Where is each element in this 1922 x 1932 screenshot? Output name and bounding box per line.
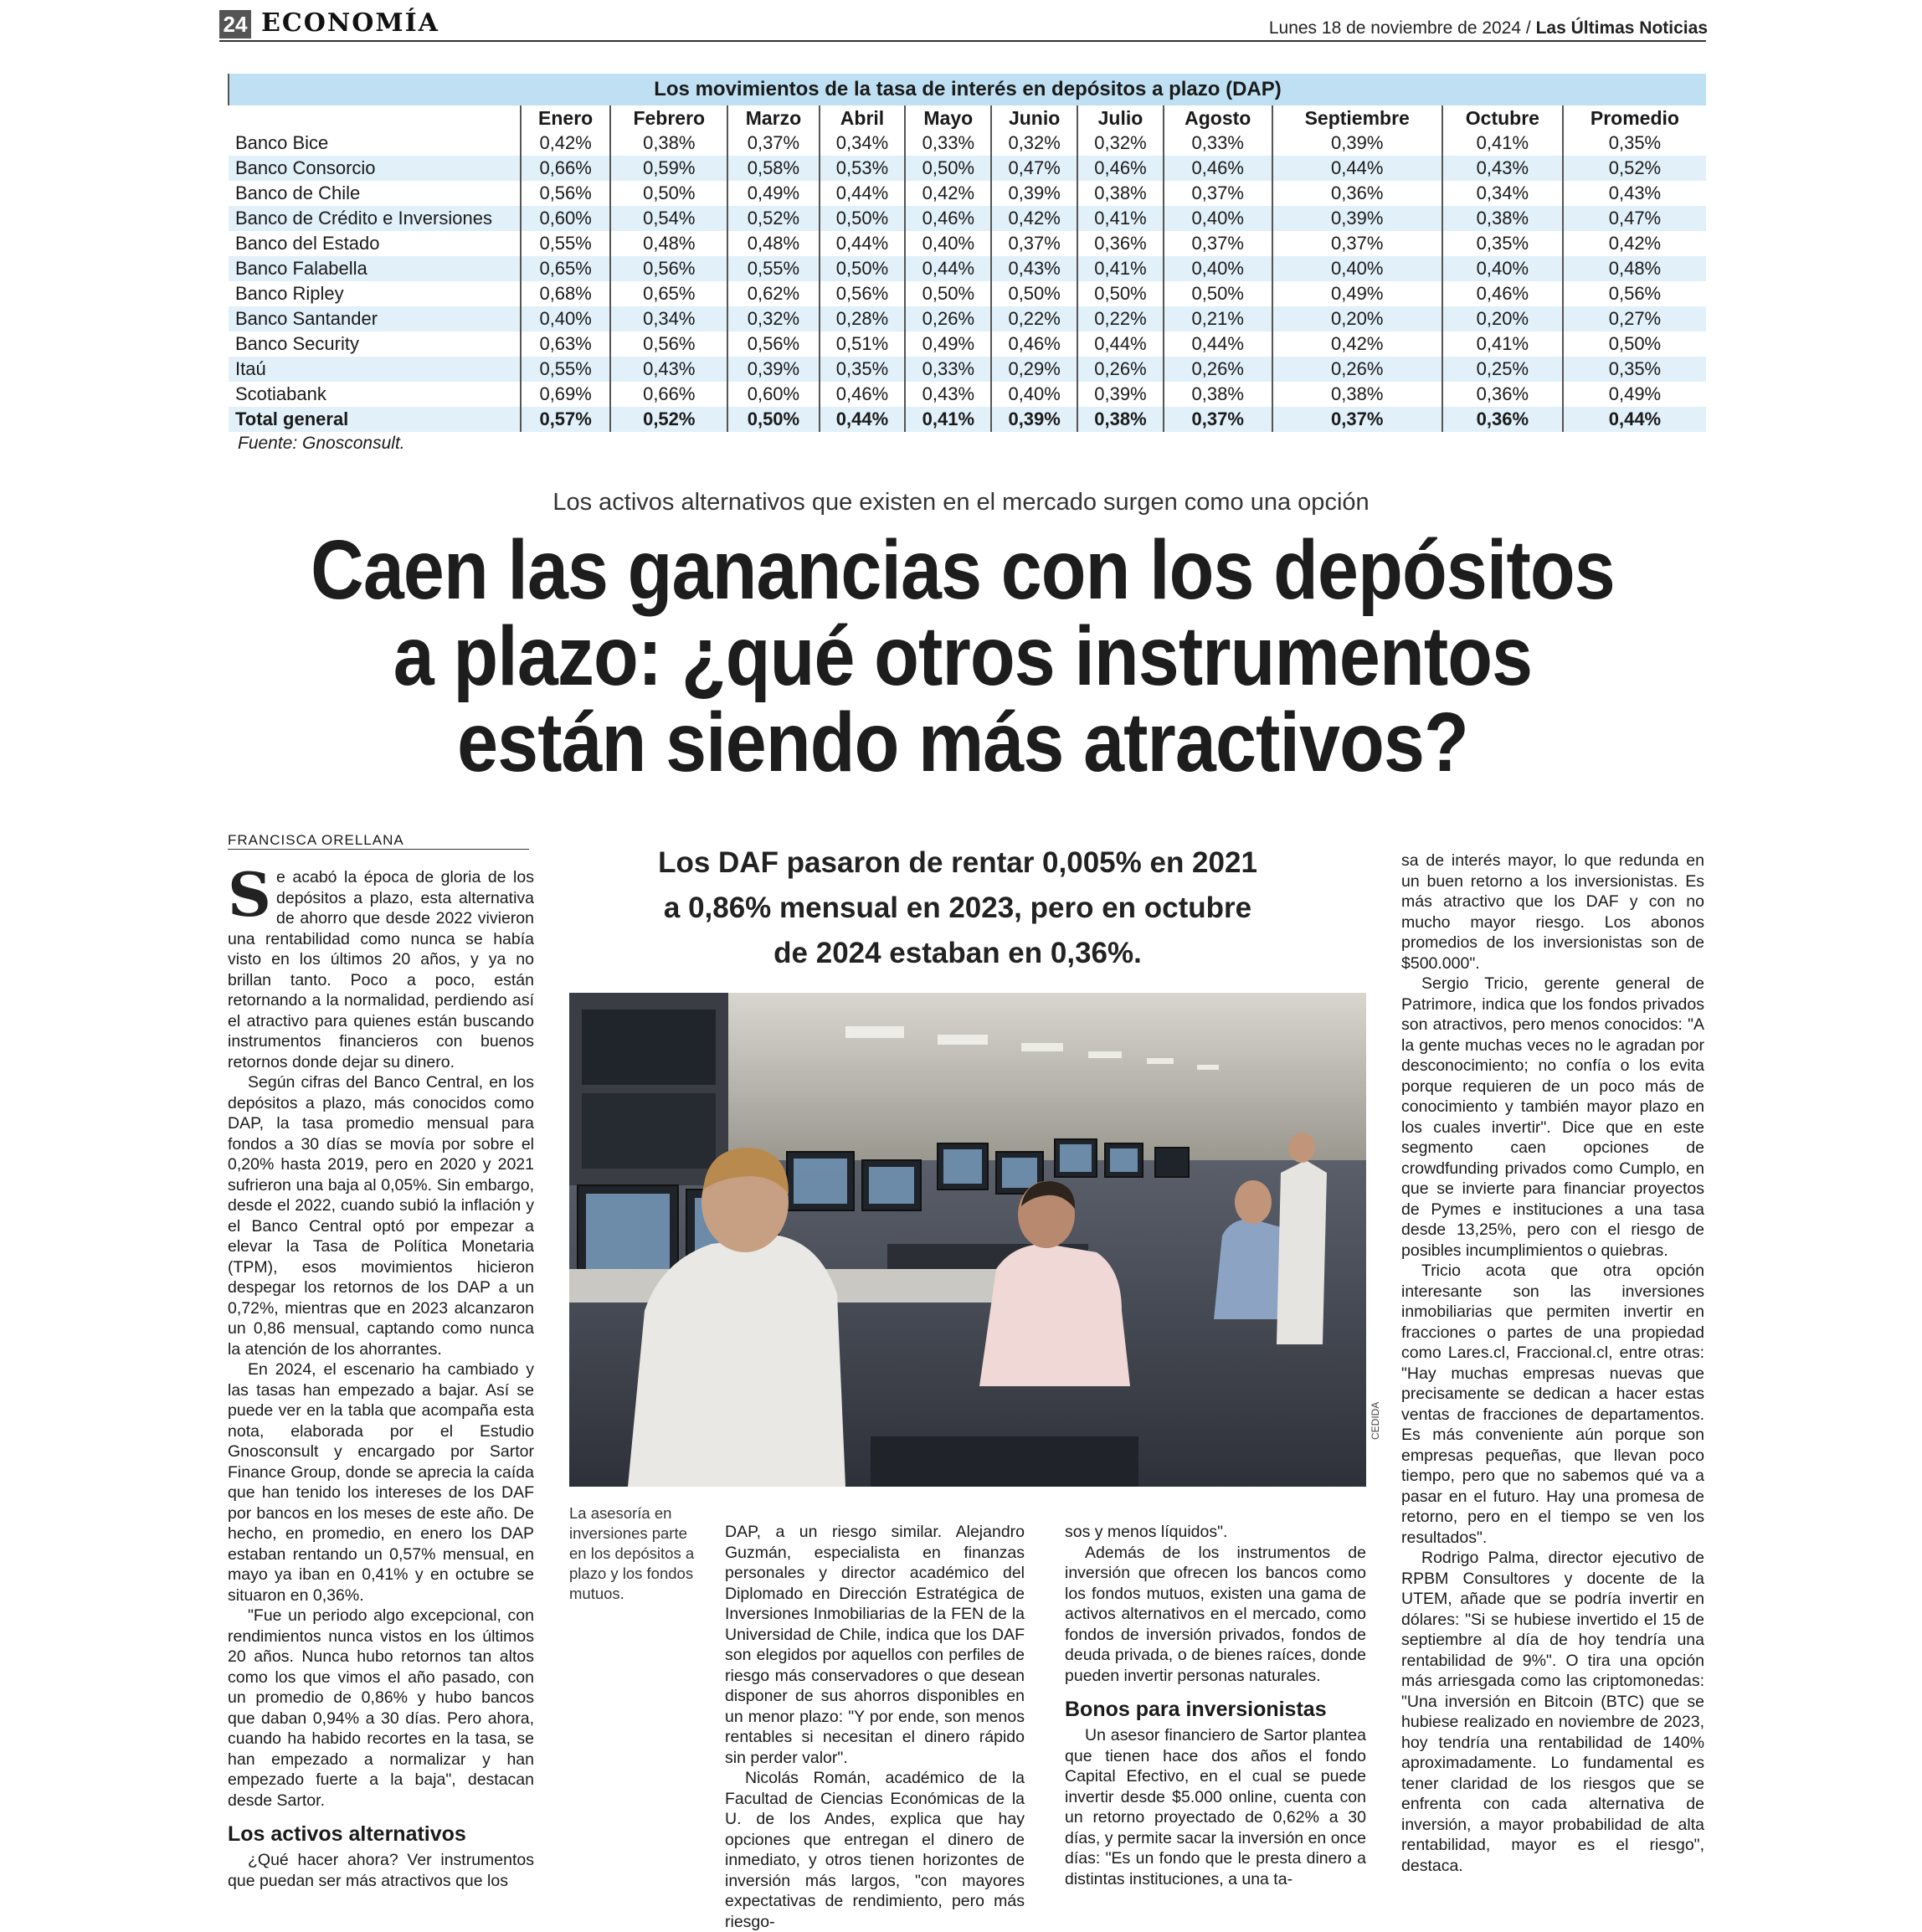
section-title: ECONOMÍA [261,8,439,38]
dateline-separator: / [1521,18,1536,38]
rate-cell: 0,62% [727,281,819,306]
rate-cell: 0,68% [521,281,610,306]
rate-cell: 0,36% [1442,382,1563,407]
rate-cell: 0,63% [521,331,610,357]
table-row [229,206,1706,231]
rate-cell: 0,43% [905,382,991,407]
paragraph: sos y menos líquidos". [1065,1523,1228,1541]
bank-name: Banco Consorcio [229,156,521,181]
rate-cell: 0,60% [521,206,610,231]
rate-cell: 0,47% [1563,206,1706,231]
rate-cell: 0,53% [820,156,906,181]
article-column-2 [725,1522,1025,1932]
page-number: 24 [219,10,251,39]
bank-name: Scotiabank [235,383,326,404]
bank-name: Banco de Crédito e Inversiones [229,206,521,231]
rate-cell: 0,43% [1442,156,1563,181]
rate-cell: 0,37% [1164,231,1272,256]
rate-cell: 0,55% [521,357,610,382]
rate-cell: 0,50% [905,156,991,181]
rate-cell: 0,40% [1164,206,1272,231]
rate-cell: 0,29% [991,357,1077,382]
paragraph: Rodrigo Palma, director ejecutivo de RPBM Consultores y docente de la UTEM, añade que se podría invertir en dólares: "Si se hubiese invertido el 15 de septiembre al día de hoy tendría una rentabilidad de 9%". O tira una opción más arriesgada como las criptomonedas: "Una inversión en Bitcoin (BTC) que se hubiese realizado en noviembre de 2023, hoy tendría una rentabilidad de 140% aproximadamente. Lo fundamental es tener claridad de los riesgos que se enfrenta con cada alternativa de inversión, a mayor probabilidad de alta rentabilidad, mayor es el riesgo", destaca. [1401,1549,1704,1875]
rate-cell: 0,50% [991,281,1077,306]
rate-cell: 0,58% [727,156,819,181]
rate-cell: 0,26% [905,306,991,331]
rate-cell: 0,35% [1442,231,1563,256]
rate-cell: 0,46% [991,331,1077,357]
article-column-1 [228,859,534,1891]
rate-cell: 0,28% [820,306,906,331]
rate-cell: 0,46% [1442,281,1563,306]
photo-credit: CEDIDA [1370,1401,1381,1440]
table-column-header: Enero [521,105,610,131]
rate-cell: 0,48% [727,231,819,256]
table-row [229,331,1706,357]
rate-cell: 0,50% [820,206,906,231]
rate-cell: 0,52% [610,407,727,432]
bank-name: Banco Security [235,333,359,354]
rate-cell: 0,40% [905,231,991,256]
rate-cell: 0,34% [610,306,727,331]
rate-cell: 0,59% [610,156,727,181]
table-total-row [229,407,1706,432]
rate-cell: 0,39% [1272,131,1442,156]
rate-cell: 0,40% [991,382,1077,407]
table-column-header: Promedio [1563,105,1706,131]
rate-cell: 0,37% [1272,407,1442,432]
paragraph: sa de interés mayor, lo que redunda en un buen retorno a los inversionistas. Es más atractivo que los DAF y con no mucho mayor riesgo. Los abonos promedios de los inversionistas son de $500.000". [1401,851,1704,973]
rate-cell: 0,32% [727,306,819,331]
rate-cell: 0,38% [610,131,727,156]
rate-cell: 0,48% [610,231,727,256]
paragraph: Además de los instrumentos de inversión que ofrecen los bancos como los fondos mutuos, existen una gama de activos alternativos en el mercado, como fondos de inversión privados, fondos de deuda privada, o de bienes raíces, donde pueden invertir personas naturales. [1065,1543,1366,1685]
bank-name: Banco Falabella [229,256,521,281]
dateline [1269,18,1708,39]
table-row [229,181,1706,206]
rate-cell: 0,38% [1164,382,1272,407]
paragraph: DAP, a un riesgo similar. Alejandro Guzmán, especialista en finanzas personales y director académico del Diplomado en Dirección Estratégica de Inversiones Inmobiliarias de la FEN de la Universidad de Chile, indica que los DAF son elegidos por aquellos con perfiles de riesgo más conservadores o que desean disponer de sus ahorros disponibles en un menor plazo: "Y por ende, son menos rentables si necesitan el dinero rápido sin perder valor". [725,1523,1025,1767]
rate-cell: 0,35% [820,357,906,382]
bank-name: Itaú [229,357,521,382]
rate-cell: 0,42% [521,131,610,156]
paragraph-text: e acabó la época de gloria de los depósitos a plazo, esta alternativa de ahorro que desde 2022 vivieron una rentabilidad como nunca se había visto en los últimos 20 años, y ya no brillan tanto. Poco a poco, están retornando a la normalidad, perdiendo así el atractivo para quienes están buscando instrumentos financieros con buenos retornos donde dejar su dinero. [228,868,534,1071]
paragraph: Nicolás Román, académico de la Facultad de Ciencias Económicas de la U. de los Andes, explica que hay opciones que entregan el dinero de inmediato, y otros tienen horizontes de inversión más largos, "con mayores expectativas de rendimiento, pero más riesgo- [725,1769,1025,1931]
rate-cell: 0,41% [1442,331,1563,357]
table-column-header: Marzo [727,105,819,131]
rate-cell: 0,33% [905,131,991,156]
rate-cell: 0,26% [1077,357,1164,382]
rate-cell: 0,41% [1077,206,1164,231]
rate-cell: 0,44% [820,231,906,256]
rate-cell: 0,39% [1272,206,1442,231]
table-title: Los movimientos de la tasa de interés en depósitos a plazo (DAP) [229,74,1706,105]
rate-cell: 0,46% [820,382,906,407]
rate-cell: 0,40% [521,306,610,331]
paragraph: Sergio Tricio, gerente general de Patrimore, indica que los fondos privados son atractivos, pero menos conocidos: "A la gente muchas veces no le agradan por desconocimiento; no confía o los evita porque requieren de un poco más de conocimiento y también mayor plazo en los cuales invertir". Dice que en este segmento caen opciones de crowdfunding privados como Cumplo, en que se invierte para financiar proyectos de Pymes e instituciones a una tasa desde 13,25%, pero con el riesgo de posibles incumplimientos o quiebras. [1401,974,1704,1260]
rate-cell: 0,34% [1442,181,1563,206]
bank-name: Banco Santander [229,306,521,331]
rate-cell: 0,65% [610,281,727,306]
rate-cell: 0,46% [1164,156,1272,181]
rate-cell: 0,44% [1164,331,1272,357]
rate-cell: 0,44% [820,181,906,206]
paragraph: "Fue un periodo algo excepcional, con rendimientos nunca vistos en los últimos 20 años. Nunca hubo retornos tan altos como los que vimos el año pasado, con un promedio de 0,86% y hubo bancos que daban 0,94% a 30 días. Pero ahora, cuando ha habido recortes en la tasa, se han empezado a normalizar y han empezado fuerte a la baja", destacan desde Sartor. [228,1606,534,1810]
paragraph: Tricio acota que otra opción interesante son las inversiones inmobiliarias que permiten invertir en fracciones o partes de una propiedad como Lares.cl, Fraccional.cl, entre otras: "Hay muchas empresas nuevas que precisamente se dedican a hacer estas ventas de fracciones de departamentos. Es más conveniente aún porque son empresas pequeñas, que llevan poco tiempo, pero que no sabemos qué va a pasar en el futuro. Hay una promesa de retorno, pero en el tiempo se ven los resultados". [1401,1261,1704,1547]
table-body [229,131,1706,432]
paragraph: Un asesor financiero de Sartor plantea que tienen hace dos años el fondo Capital Efectivo, en el cual se puede invertir desde $5.000 online, cuenta con un retorno proyectado de 0,62% a 30 días, y permite sacar la inversión en once días: "Es un fondo que le presta dinero a distintas instituciones, a una ta- [1065,1726,1366,1888]
rate-cell: 0,32% [991,131,1077,156]
rate-cell: 0,42% [991,206,1077,231]
rate-cell: 0,54% [610,206,727,231]
rate-cell: 0,50% [820,256,906,281]
rate-cell: 0,66% [610,382,727,407]
rate-cell: 0,50% [610,181,727,206]
table-column-header: Mayo [905,105,991,131]
rate-cell: 0,42% [905,181,991,206]
rate-cell: 0,36% [1442,407,1563,432]
rate-cell: 0,22% [1077,306,1164,331]
rate-cell: 0,36% [1272,181,1442,206]
rate-cell: 0,42% [1272,331,1442,357]
rates-table-container [228,74,1706,432]
bank-name: Banco Ripley [235,283,344,304]
rate-cell: 0,66% [521,156,610,181]
rate-cell: 0,44% [1077,331,1164,357]
article-column-3 [1065,1522,1366,1889]
paragraph: Según cifras del Banco Central, en los depósitos a plazo, más conocidos como DAP, la tasa promedio mensual para fondos a 30 días se movía por sobre el 0,20% hasta 2019, pero en 2020 y 2021 sufrieron una baja al 0,05%. Sin embargo, desde el 2022, cuando subió la inflación y el Banco Central optó por empezar a elevar la Tasa de Política Monetaria (TPM), esos movimientos hicieron despegar los retornos de los DAP a un 0,72%, mientras que en 2023 alcanzaron un 0,86 mensual, captando como nunca la atención de los ahorrantes. [228,1073,534,1359]
rate-cell: 0,39% [1077,382,1164,407]
subheading: Los activos alternativos [228,1822,466,1846]
rate-cell: 0,50% [727,407,819,432]
rate-cell: 0,43% [1563,181,1706,206]
rate-cell: 0,49% [905,331,991,357]
rate-cell: 0,27% [1563,306,1706,331]
bank-name: Banco del Estado [235,233,380,254]
rate-cell: 0,57% [521,407,610,432]
table-row [229,357,1706,382]
bank-name: Banco de Chile [235,182,361,203]
headline-line-1: Caen las ganancias con los depósitos [311,523,1615,617]
headline [309,523,1617,789]
bank-name: Banco Bice [235,132,329,153]
rate-cell: 0,50% [905,281,991,306]
kicker: Los activos alternativos que existen en el mercado surgen como una opción [552,489,1370,516]
paragraph: ¿Qué hacer ahora? Ver instrumentos que puedan ser más atractivos que los [228,1851,534,1890]
headline-line-3: están siendo más atractivos? [457,696,1468,789]
rate-cell: 0,37% [1272,231,1442,256]
rate-cell: 0,55% [521,231,610,256]
rate-cell: 0,26% [1272,357,1442,382]
table-column-header: Junio [991,105,1077,131]
photo-caption: La asesoría en inversiones parte en los depósitos a plazo y los fondos mutuos. [569,1504,695,1602]
article-column-4 [1401,850,1704,1876]
rate-cell: 0,25% [1442,357,1563,382]
table-row [229,131,1706,156]
table-column-header: Febrero [610,105,727,131]
rate-cell: 0,48% [1563,256,1706,281]
rate-cell: 0,69% [521,382,610,407]
rates-table [228,74,1706,432]
subheading: Bonos para inversionistas [1065,1698,1327,1721]
rate-cell: 0,39% [991,181,1077,206]
trading-room-photo [569,993,1366,1487]
table-row [229,156,1706,181]
rate-cell: 0,56% [820,281,906,306]
rate-cell: 0,49% [727,181,819,206]
table-row [229,231,1706,256]
rate-cell: 0,41% [1077,256,1164,281]
rate-cell: 0,20% [1442,306,1563,331]
publication-name: Las Últimas Noticias [1535,18,1708,38]
table-row [229,306,1706,331]
paragraph: En 2024, el escenario ha cambiado y las tasas han empezado a bajar. Así se puede ver en la tabla que acompaña esta nota, elaborada por el Estudio Gnosconsult y encargado por Sartor Finance Group, donde se aprecia la caída que han tenido los intereses de los DAF por bancos en los meses de este año. De hecho, en promedio, en enero los DAP estaban rentando un 0,57% mensual, en mayo ya iban en 0,41% y en octubre se situaron en 0,36%. [228,1360,534,1605]
rate-cell: 0,35% [1563,357,1706,382]
rate-cell: 0,51% [820,331,906,357]
table-column-header: Agosto [1164,105,1272,131]
rate-cell: 0,38% [1077,181,1164,206]
rate-cell: 0,46% [1077,156,1164,181]
rate-cell: 0,41% [1442,131,1563,156]
paragraph [228,859,534,1072]
rate-cell: 0,55% [727,256,819,281]
rate-cell: 0,56% [727,331,819,357]
rate-cell: 0,65% [521,256,610,281]
rate-cell: 0,47% [991,156,1077,181]
table-column-header: Octubre [1442,105,1563,131]
rate-cell: 0,26% [1164,357,1272,382]
rate-cell: 0,50% [1164,281,1272,306]
rate-cell: 0,56% [610,256,727,281]
rate-cell: 0,52% [727,206,819,231]
table-header-row [229,105,1706,131]
byline: FRANCISCA ORELLANA [228,832,404,848]
rate-cell: 0,60% [727,382,819,407]
rate-cell: 0,44% [1272,156,1442,181]
rate-cell: 0,33% [905,357,991,382]
rate-cell: 0,40% [1272,256,1442,281]
table-row [229,281,1706,306]
rate-cell: 0,44% [1563,407,1706,432]
table-source: Fuente: Gnosconsult. [238,434,405,453]
rate-cell: 0,41% [905,407,991,432]
table-column-header: Septiembre [1272,105,1442,131]
header-rule [219,40,1706,42]
rate-cell: 0,20% [1272,306,1442,331]
table-column-header: Abril [820,105,906,131]
issue-date: Lunes 18 de noviembre de 2024 [1268,18,1522,38]
rate-cell: 0,43% [991,256,1077,281]
headline-line-2: a plazo: ¿qué otros instrumentos [393,609,1533,703]
rate-cell: 0,49% [1272,281,1442,306]
rate-cell: 0,34% [820,131,906,156]
rate-cell: 0,39% [991,407,1077,432]
rate-cell: 0,40% [1442,256,1563,281]
rate-cell: 0,42% [1563,231,1706,256]
rate-cell: 0,33% [1164,131,1272,156]
rate-cell: 0,46% [905,206,991,231]
rate-cell: 0,37% [1164,407,1272,432]
photo-illustration [569,993,1366,1487]
rate-cell: 0,40% [1164,256,1272,281]
table-row [229,382,1706,407]
drop-cap: S [228,859,271,930]
rate-cell: 0,56% [1563,281,1706,306]
rate-cell: 0,38% [1077,407,1164,432]
table-column-header: Julio [1077,105,1164,131]
rate-cell: 0,37% [1164,181,1272,206]
rate-cell: 0,21% [1164,306,1272,331]
rate-cell: 0,50% [1077,281,1164,306]
rate-cell: 0,36% [1077,231,1164,256]
rate-cell: 0,37% [727,131,819,156]
rate-cell: 0,37% [991,231,1077,256]
rate-cell: 0,56% [521,181,610,206]
byline-rule [228,849,529,850]
rate-cell: 0,22% [991,306,1077,331]
rate-cell: 0,43% [610,357,727,382]
deck: Los DAF pasaron de rentar 0,005% en 2021 a 0,86% mensual en 2023, pero en octubre de 2024 estaban en 0,36%. [658,846,1257,969]
rate-cell: 0,56% [610,331,727,357]
table-header-corner [229,105,521,131]
rate-cell: 0,35% [1563,131,1706,156]
rate-cell: 0,49% [1563,382,1706,407]
rate-cell: 0,38% [1272,382,1442,407]
rate-cell: 0,50% [1563,331,1706,357]
table-row [229,256,1706,281]
rate-cell: 0,52% [1563,156,1706,181]
rate-cell: 0,44% [820,407,906,432]
rate-cell: 0,44% [905,256,991,281]
rate-cell: 0,39% [727,357,819,382]
bank-name: Total general [229,407,521,432]
rate-cell: 0,32% [1077,131,1164,156]
rate-cell: 0,38% [1442,206,1563,231]
